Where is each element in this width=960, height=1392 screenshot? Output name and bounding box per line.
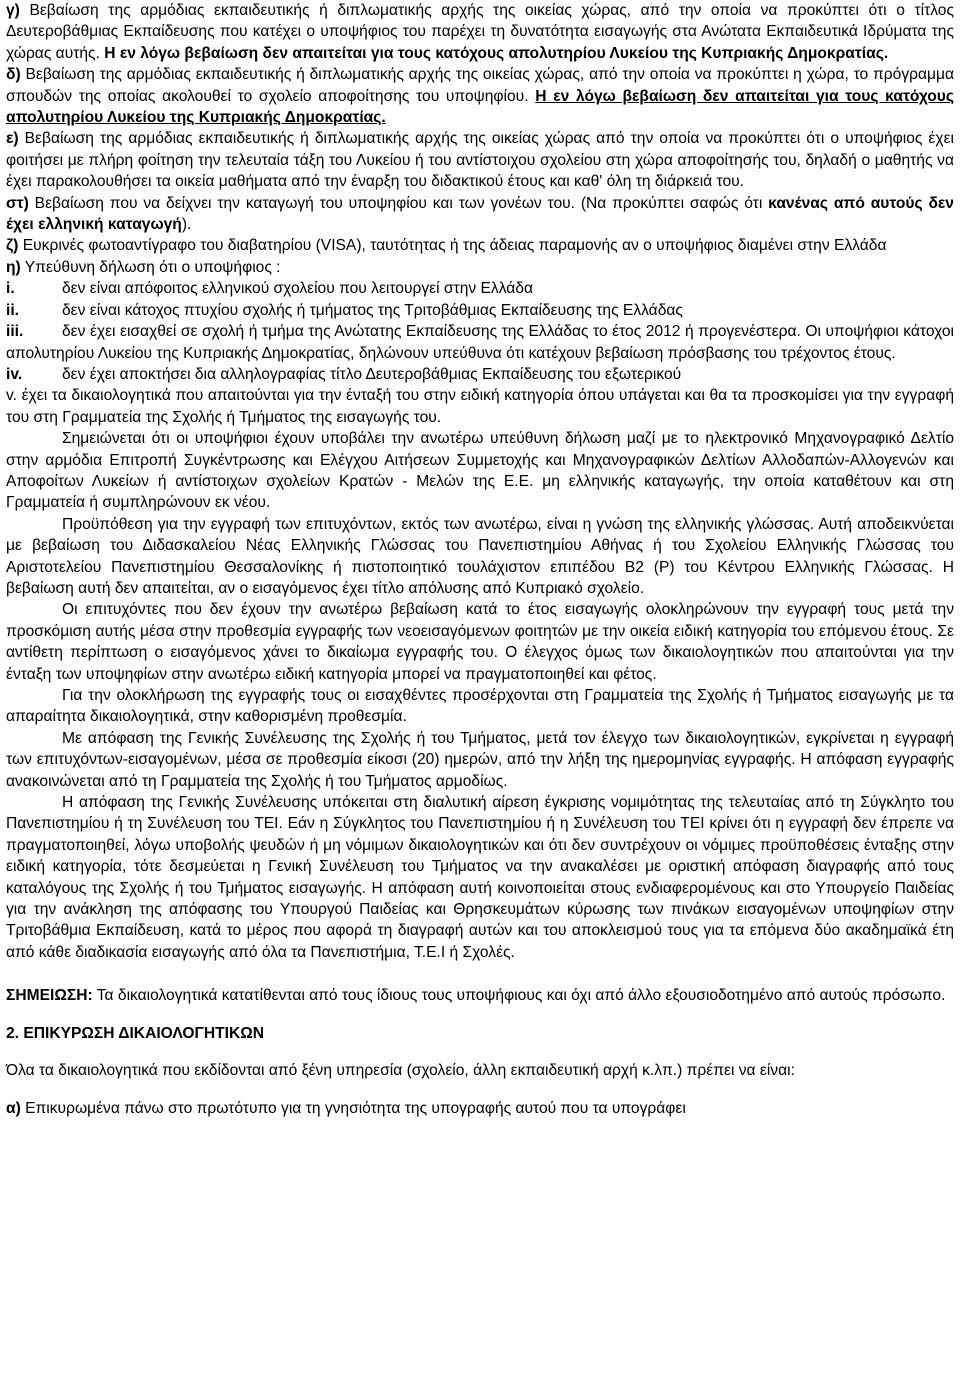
section-heading: 2. ΕΠΙΚΥΡΩΣΗ ΔΙΚΑΙΟΛΟΓΗΤΙΚΩΝ: [6, 1024, 265, 1042]
paragraph: Η απόφαση της Γενικής Συνέλευσης υπόκειται στη διαλυτική αίρεση έγκρισης νομιμότητας της τελευταίας από τη Σύγκλητο του Πανεπιστημίου ή τη Συνέλευση του ΤΕΙ. Εάν η Σύγκλητος του Πανεπιστημίου ή η Συνέλευση του ΤΕΙ κρίνει ότι η εγγραφή δεν έπρεπε να πραγματοποιηθεί, λόγω υποβολής ψευδών ή μη νόμιμων δικαιολογητικών και ότι δεν συντρέχουν οι νόμιμες προϋποθέσεις ένταξης στην ειδική κατηγορία, τότε δεσμεύεται η Γενική Συνέλευση του Τμήματος να την ανακαλέσει με οριστική απόφαση διαγραφής από τους καταλόγους της Σχολής ή του Τμήματος εισαγωγής. Η απόφαση αυτή κοινοποιείται στους ενδιαφερομένους και στο Υπουργείο Παιδείας για την ανάκληση της απόφασης του Υπουργού Παιδείας και Θρησκευμάτων κύρωσης των πινάκων εισαγομένων υποψηφίων στην Τριτοβάθμια Εκπαίδευση, κατά το μέρος που αφορά τη διαγραφή αυτών και του αποκλεισμού τους για τα επόμενα δύο ακαδημαϊκά έτη από κάθε διαδικασία εισαγωγής από όλα τα Πανεπιστήμια, Τ.Ε.Ι ή Σχολές.: [6, 794, 954, 961]
spacer: [6, 1082, 954, 1098]
list-item: [6, 300, 954, 321]
paragraph: Με απόφαση της Γενικής Συνέλευσης της Σχολής ή του Τμήματος, μετά τον έλεγχο των δικαιολογητικών, εγκρίνεται η εγγραφή των επιτυχόντων-εισαγομένων, μέσα σε προθεσμία είκοσι (20) ημερών, από την λήξη της ημερομηνίας εγγραφής. Η απόφαση εγγραφής ανακοινώνεται από τη Γραμματεία της Σχολής ή του Τμήματος αρμοδίως.: [6, 729, 954, 790]
spacer: [6, 963, 954, 985]
item-h: [6, 257, 954, 278]
item-z-label: ζ): [6, 237, 19, 255]
note-block: [6, 985, 954, 1006]
item-z-text: Ευκρινές φωτοαντίγραφο του διαβατηρίου (VISA), ταυτότητας ή της άδειας παραμονής αν ο υποψήφιος διαμένει στην Ελλάδα: [22, 237, 887, 255]
paragraph: Οι επιτυχόντες που δεν έχουν την ανωτέρω βεβαίωση κατά το έτος εισαγωγής ολοκληρώνουν την εγγραφή τους μετά την προσκόμιση αυτής μέσα στην προθεσμία εγγραφής των νεοεισαγόμενων φοιτητών με την οικεία ειδική κατηγορία του επόμενου έτους. Σε αντίθετη περίπτωση ο εισαγόμενος χάνει το δικαίωμα εγγραφής του. Ο έλεγχος όμως των δικαιολογητικών που απαιτούνται για την ένταξη των υποψηφίων στην ανωτέρω ειδική κατηγορία μπορεί να πραγματοποιηθεί και φέτος.: [6, 601, 954, 683]
list-item-v: [6, 385, 954, 428]
item-g: [6, 0, 954, 64]
list-item-v-key: v.: [6, 387, 17, 405]
list-item-key: iii.: [6, 323, 24, 341]
paragraph: Προϋπόθεση για την εγγραφή των επιτυχόντων, εκτός των ανωτέρω, είναι η γνώση της ελληνικής γλώσσας. Αυτή αποδεικνύεται με βεβαίωση του Διδασκαλείου Νέας Ελληνικής Γλώσσας του Πανεπιστημίου Αθήνας ή του Σχολείου Ελληνικής Γλώσσας του Αριστοτελείου Πανεπιστημίου Θεσσαλονίκης ή πιστοποιητικό τουλάχιστον επιπέδου Β2 (Ρ) του Κέντρου Ελληνικής Γλώσσας. Η βεβαίωση αυτή δεν απαιτείται, αν ο εισαγόμενος έχει τίτλο απόλυσης από Κυπριακό σχολείο.: [6, 515, 954, 597]
item-e-text: Βεβαίωση της αρμόδιας εκπαιδευτικής ή διπλωματικής αρχής της οικείας χώρας από την οποία να προκύπτει ότι ο υποψήφιος έχει φοιτήσει με πλήρη φοίτηση την τελευταία τάξη του Λυκείου ή του αντίστοιχου σχολείου στη χώρα αποφοίτησής του, δηλαδή ο μαθητής να έχει παρακολουθήσει τα οικεία μαθήματα από την έναρξη του διδακτικού έτους και καθ' όλη τη διάρκειά του.: [6, 130, 954, 191]
spacer: [6, 1007, 954, 1023]
list-item-text: δεν έχει αποκτήσει δια αλληλογραφίας τίτλο Δευτεροβάθμιας Εκπαίδευσης του εξωτερικού: [62, 365, 682, 383]
list-item-v-text: έχει τα δικαιολογητικά που απαιτούνται για την ένταξή του στην ειδική κατηγορία όπου υπάγεται και θα τα προσκομίσει για την εγγραφή του στη Γραμματεία της Σχολής ή Τμήματος της εισαγωγής του.: [6, 387, 954, 426]
note-label: ΣΗΜΕΙΩΣΗ:: [6, 987, 93, 1005]
list-item-key: ii.: [6, 301, 19, 319]
item-st-label: στ): [6, 194, 29, 212]
list-item-key: i.: [6, 280, 15, 298]
list-item-text: δεν έχει εισαχθεί σε σχολή ή τμήμα της Ανώτατης Εκπαίδευσης της Ελλάδας το έτος 2012 ή προγενέστερα. Οι υποψήφιοι κάτοχοι απολυτηρίου Λυκείου της Κυπριακής Δημοκρατίας, δηλώνουν υπεύθυνα ότι κατέχουν βεβαίωση πρόσβασης του τρέχοντος έτους.: [6, 323, 954, 362]
item-z: [6, 235, 954, 256]
list-item: [6, 321, 954, 364]
note-text: Τα δικαιολογητικά κατατίθενται από τους ίδιους τους υποψήφιους και όχι από άλλο εξουσιοδοτημένο από αυτούς πρόσωπο.: [96, 987, 946, 1005]
list-item-text: δεν είναι απόφοιτος ελληνικού σχολείου που λειτουργεί στην Ελλάδα: [62, 280, 533, 298]
item-h-label: η): [6, 258, 21, 276]
item-e: [6, 128, 954, 192]
item-g-label: γ): [6, 2, 20, 19]
item-st-text-bold: κανένας από αυτούς δεν έχει ελληνική καταγωγή: [6, 194, 954, 234]
section-intro: Όλα τα δικαιολογητικά που εκδίδονται από ξένη υπηρεσία (σχολείο, άλλη εκπαιδευτική αρχή κ.λπ.) πρέπει να είναι:: [6, 1062, 795, 1080]
item-d-text: Βεβαίωση της αρμόδιας εκπαιδευτικής ή διπλωματικής αρχής της οικείας χώρας, από την οποία να προκύπτει η χώρα, το πρόγραμμα σπουδών της οποίας ακολουθεί το σχολείο αποφοίτησης του υποψηφίου.: [6, 66, 954, 105]
list-item: [6, 364, 954, 385]
item-st: [6, 193, 954, 236]
item-g-note: Η εν λόγω βεβαίωση δεν απαιτείται για τους κατόχους απολυτηρίου Λυκείου της Κυπριακής Δημοκρατίας.: [104, 44, 889, 62]
section-item-a-text: Επικυρωμένα πάνω στο πρωτότυπο για τη γνησιότητα της υπογραφής αυτού που τα υπογράφει: [25, 1099, 686, 1117]
list-item-key: iv.: [6, 365, 23, 383]
list-item-text: δεν είναι κάτοχος πτυχίου σχολής ή τμήματος της Τριτοβάθμιας Εκπαίδευσης της Ελλάδας: [62, 301, 683, 319]
item-st-text-before: Βεβαίωση που να δείχνει την καταγωγή του υποψηφίου και των γονέων του. (Να προκύπτει σαφώς ότι: [34, 194, 763, 212]
item-g-text: Βεβαίωση της αρμόδιας εκπαιδευτικής ή διπλωματικής αρχής της οικείας χώρας, από την οποία να προκύπτει ότι ο τίτλος Δευτεροβάθμιας Εκπαίδευσης που κατέχει ο υποψήφιος του παρέχει τη δυνατότητα εισαγωγής στα Ανώτατα Εκπαιδευτικά Ιδρύματα της χώρας αυτής.: [6, 2, 954, 62]
item-d: [6, 64, 954, 128]
item-d-label: δ): [6, 66, 21, 84]
item-d-note: Η εν λόγω βεβαίωση δεν απαιτείται για τους κατόχους απολυτηρίου Λυκείου της Κυπριακής Δημοκρατίας.: [6, 87, 954, 127]
item-h-text: Υπεύθυνη δήλωση ότι ο υποψήφιος :: [24, 258, 281, 276]
section-item-a: [6, 1098, 954, 1119]
paragraph: Για την ολοκλήρωση της εγγραφής τους οι εισαχθέντες προσέρχονται στη Γραμματεία της Σχολής ή Τμήματος εισαγωγής με τα απαραίτητα δικαιολογητικά, στην καθορισμένη προθεσμία.: [6, 687, 954, 726]
item-st-text-after: ).: [181, 216, 192, 234]
spacer: [6, 1044, 954, 1060]
paragraph: Σημειώνεται ότι οι υποψήφιοι έχουν υποβάλει την ανωτέρω υπεύθυνη δήλωση μαζί με το ηλεκτρονικό Μηχανογραφικό Δελτίο στην αρμόδια Επιτροπή Συγκέντρωσης και Ελέγχου Αιτήσεων Συμμετοχής και Μηχανογραφικών Δελτίων Αλλοδαπών-Αλλογενών και Αποφοίτων Λυκείων ή αντίστοιχων σχολείων Κρατών - Μελών της Ε.Ε. μη ελληνικής καταγωγής, την οποία καταθέτουν και στη Γραμματεία ή συμπληρώνουν εκ νέου.: [6, 430, 954, 512]
item-e-label: ε): [6, 130, 19, 148]
section-item-a-label: α): [6, 1099, 21, 1117]
list-item: [6, 278, 954, 299]
